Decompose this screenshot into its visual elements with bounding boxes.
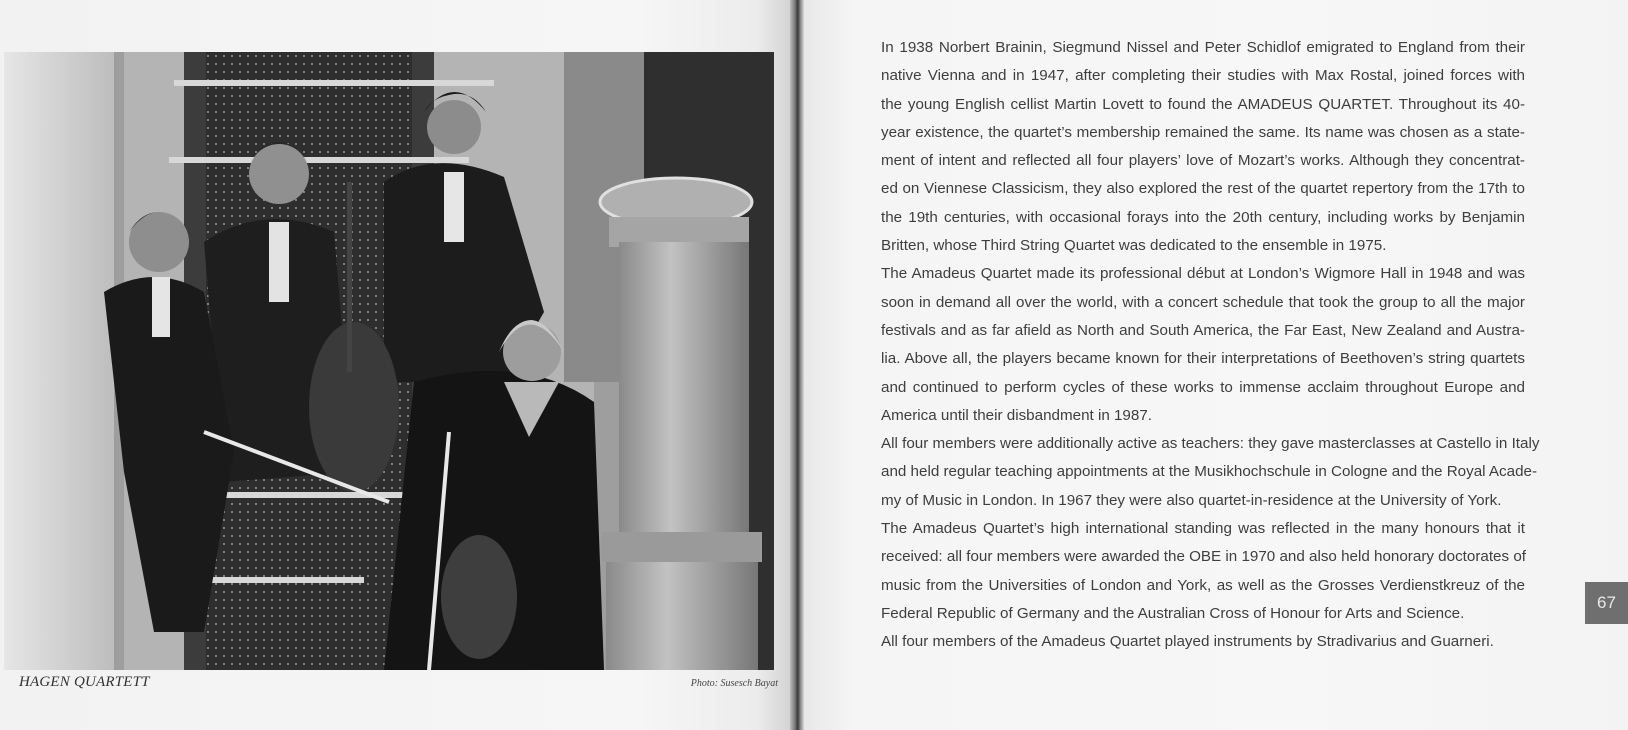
paragraph (881, 260, 1525, 430)
text-line: soon in demand all over the world, with a concert schedule that took the group to all the major (881, 293, 1525, 311)
text-line: lia. Above all, the players became known for their interpretations of Beethoven’s string quartets (881, 350, 1525, 368)
text-line: native Vienna and in 1947, after completing their studies with Max Rostal, joined forces with (881, 67, 1525, 85)
quartet-photo (4, 52, 774, 670)
text-line: Britten, whose Third String Quartet was dedicated to the ensemble in 1975. (881, 237, 1387, 255)
text-line: festivals and as far afield as North and South America, the Far East, New Zealand and Austra- (881, 321, 1525, 339)
paragraph (881, 628, 1525, 656)
text-line: ment of intent and reflected all four players’ love of Mozart’s works. Although they concentrat- (881, 152, 1525, 170)
text-line: All four members of the Amadeus Quartet played instruments by Stradivarius and Guarneri. (881, 633, 1494, 651)
text-line: my of Music in London. In 1967 they were also quartet-in-residence at the University of York. (881, 491, 1502, 509)
body-text (881, 34, 1540, 657)
page-number: 67 (1585, 582, 1628, 624)
text-line: the 19th centuries, with occasional forays into the 20th century, including works by Benjamin (881, 208, 1525, 226)
text-line: music from the Universities of London and York, as well as the Grosses Verdienstkreuz of the (881, 576, 1525, 594)
curtain (4, 52, 114, 670)
paragraph (881, 34, 1525, 260)
text-line: ed on Viennese Classicism, they also explored the rest of the quartet repertory from the 17th to (881, 180, 1525, 198)
text-line: In 1938 Norbert Brainin, Siegmund Nissel and Peter Schidlof emigrated to England from their (881, 39, 1525, 56)
book-gutter (790, 0, 804, 730)
text-line: The Amadeus Quartet made its professional début at London’s Wigmore Hall in 1948 and was (881, 265, 1525, 283)
paragraph (881, 515, 1525, 628)
text-line: The Amadeus Quartet’s high international standing was reflected in the many honours that it (881, 520, 1525, 538)
text-line: and continued to perform cycles of these works to immense acclaim throughout Europe and (881, 378, 1525, 396)
text-line: America until their disbandment in 1987. (881, 406, 1152, 424)
text-line: the young English cellist Martin Lovett to found the AMADEUS QUARTET. Throughout its 40- (881, 95, 1525, 113)
text-line: and held regular teaching appointments at the Musikhochschule in Cologne and the Royal Acade- (881, 463, 1538, 481)
text-line: Federal Republic of Germany and the Australian Cross of Honour for Arts and Science. (881, 604, 1465, 622)
photo-caption: HAGEN QUARTETT (19, 674, 150, 690)
text-line: year existence, the quartet’s membership remained the same. Its name was chosen as a state- (881, 123, 1525, 141)
marble-column (600, 178, 762, 670)
photo-credit: Photo: Susesch Bayat (690, 678, 778, 689)
text-line: received: all four members were awarded the OBE in 1970 and also held honorary doctorates of (881, 548, 1526, 566)
text-line: All four members were additionally active as teachers: they gave masterclasses at Castello in Italy (881, 435, 1540, 453)
paragraph (881, 430, 1540, 515)
